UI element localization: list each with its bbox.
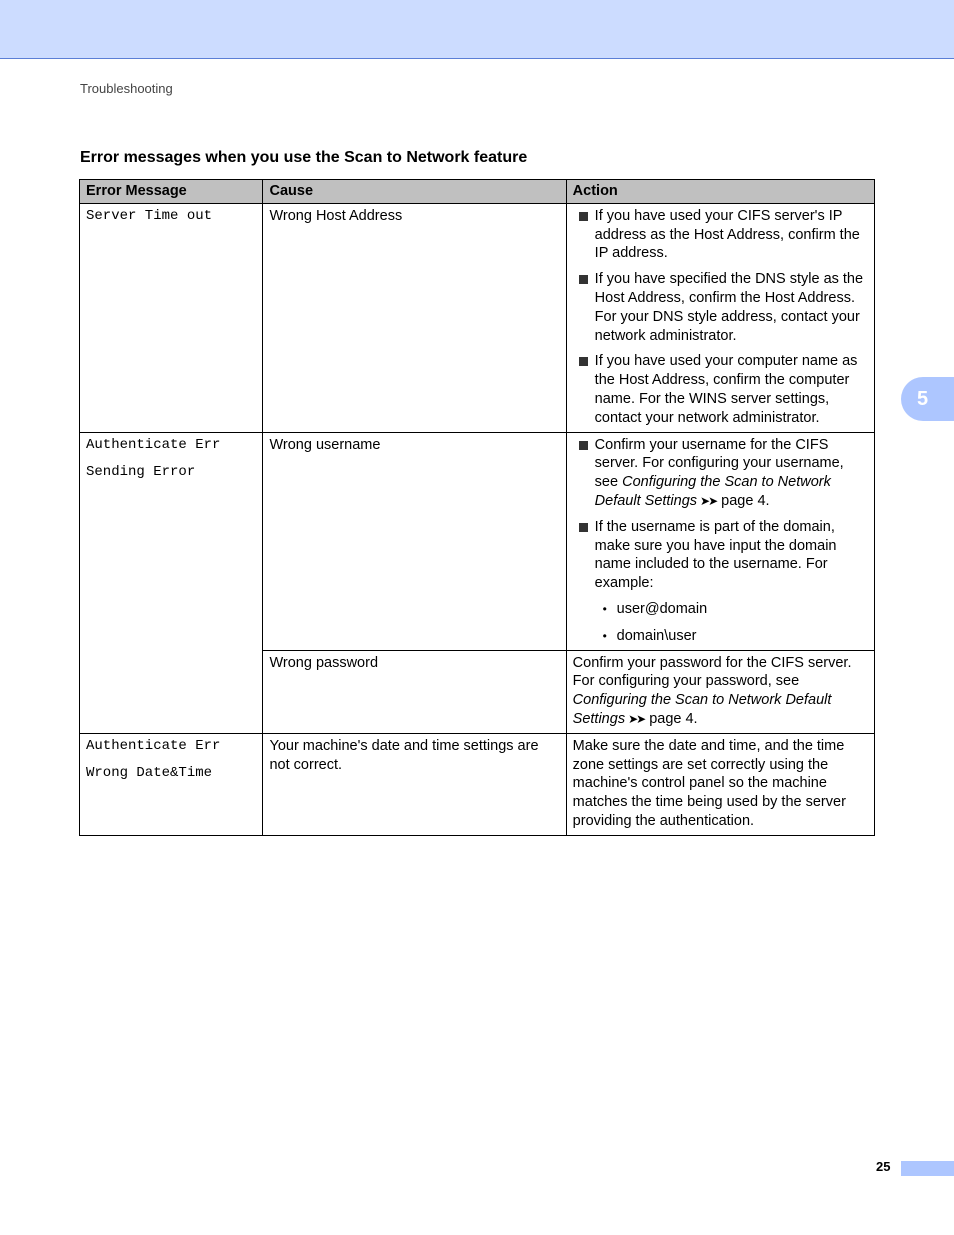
chapter-number: 5	[917, 387, 929, 410]
action-cell	[566, 203, 874, 432]
table-row	[80, 203, 875, 432]
action-item: If you have used your CIFS server's IP address as the Host Address, confirm the IP address.	[573, 207, 868, 263]
table-header-row	[80, 180, 875, 204]
cross-reference-link[interactable]: Configuring the Scan to Network Default Settings	[572, 692, 832, 727]
column-header-cause: Cause	[263, 180, 566, 204]
chapter-tab	[901, 377, 954, 421]
error-message-text: Wrong Date&Time	[86, 764, 213, 781]
action-text: Confirm your password for the CIFS server. For configuring your password, see	[572, 654, 852, 690]
double-arrow-icon: ➤➤	[628, 711, 645, 726]
column-header-action: Action	[566, 180, 874, 204]
action-item: If you have used your computer name as the Host Address, confirm the computer name. For the WINS server settings, contact your network administrator.	[573, 352, 868, 427]
error-message-cell	[80, 432, 263, 733]
footer-bar	[901, 1161, 954, 1176]
running-head: Troubleshooting	[80, 81, 173, 96]
table-row	[80, 733, 875, 835]
cause-cell: Wrong password	[263, 650, 566, 733]
page-reference: page 4.	[649, 710, 698, 727]
error-message-cell	[80, 733, 263, 835]
column-header-error-message: Error Message	[80, 180, 263, 204]
action-text: Confirm your username for the CIFS server. For configuring your username, see	[594, 436, 844, 491]
page-reference: page 4.	[721, 492, 770, 509]
action-cell	[566, 650, 874, 733]
example-item: • user@domain	[595, 600, 868, 619]
action-list	[573, 436, 868, 646]
example-item: • domain\user	[595, 627, 868, 646]
action-item: If you have specified the DNS style as the Host Address, confirm the Host Address. For your DNS style address, contact your network administrator.	[573, 270, 868, 345]
action-list	[573, 207, 868, 428]
error-message-text: Authenticate Err	[86, 436, 221, 453]
cause-cell: Wrong username	[263, 432, 566, 650]
example-list	[595, 600, 868, 646]
cause-cell: Wrong Host Address	[263, 203, 566, 432]
action-cell: Make sure the date and time, and the time zone settings are set correctly using the machine's control panel so the machine matches the time being used by the server providing the authentication.	[566, 733, 874, 835]
header-band	[0, 0, 954, 59]
action-item	[573, 436, 868, 511]
page-number: 25	[876, 1159, 891, 1174]
error-message-text: Authenticate Err	[86, 737, 221, 754]
cross-reference-link[interactable]: Configuring the Scan to Network Default Settings	[594, 474, 831, 509]
error-message-text: Sending Error	[86, 463, 196, 480]
cause-cell: Your machine's date and time settings are not correct.	[263, 733, 566, 835]
section-title: Error messages when you use the Scan to Network feature	[80, 149, 528, 166]
error-message-text: Server Time out	[86, 207, 213, 224]
action-cell	[566, 432, 874, 650]
double-arrow-icon: ➤➤	[700, 493, 717, 508]
error-message-cell	[80, 203, 263, 432]
action-item	[573, 518, 868, 646]
action-text: If the username is part of the domain, make sure you have input the domain name included to the username. For example:	[594, 518, 837, 592]
table-row	[80, 432, 875, 650]
error-messages-table	[79, 179, 875, 836]
